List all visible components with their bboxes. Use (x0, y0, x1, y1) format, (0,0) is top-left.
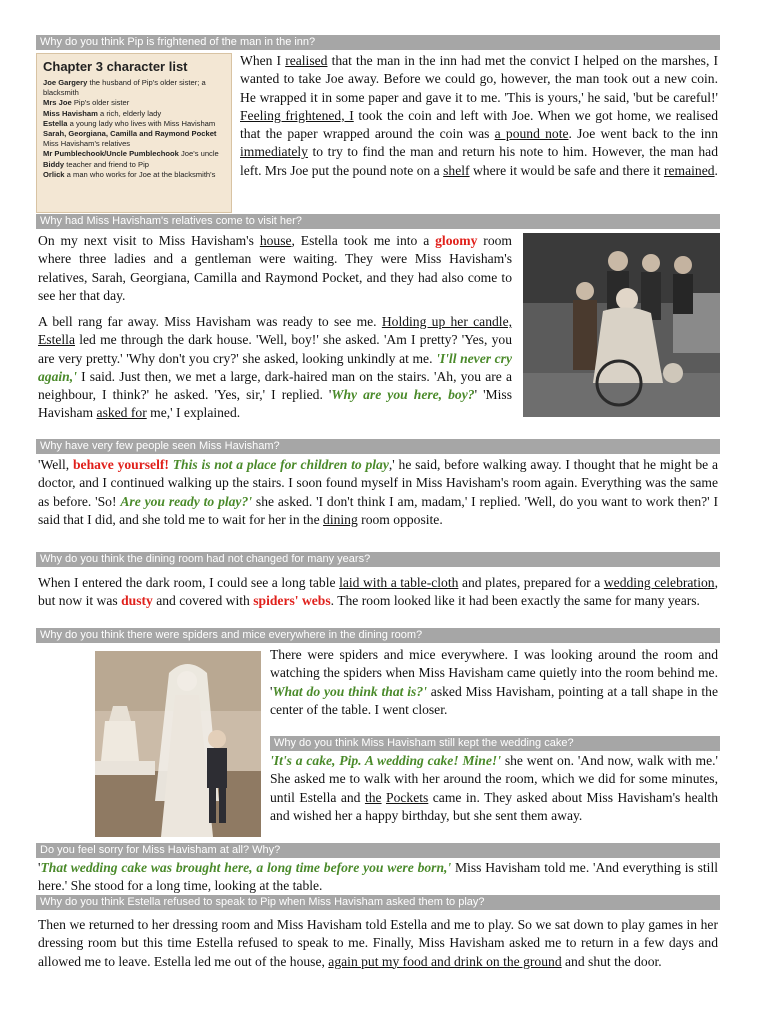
paragraph-4: 'Well, behave yourself! This is not a place for children to play,' he said, before walking away. I thought that he might be a doctor, and I continued walking up the stairs. I soon found myself in Miss Havisham's room again. Everything was the same as before. 'So! Are you ready to play?' she asked. 'I don't think I am, madam,' I replied. 'Well, do you want to work then?' I said that I did, and she told me to wait for her in the dining room opposite. (38, 457, 719, 527)
question-bar-7: Do you feel sorry for Miss Havisham at all? Why? (36, 843, 720, 858)
paragraph-5: When I entered the dark room, I could see a long table laid with a table-cloth and plates, prepared for a wedding celebration, but now it was dusty and covered with spiders' webs. The room looked like it had been exactly the same for many years. (38, 575, 718, 609)
paragraph-8: 'That wedding cake was brought here, a long time before you were born,' Miss Havisham told me. 'And everything is still here.' She stood for a long time, looking at the table. (38, 860, 718, 894)
question-bar-1: Why do you think Pip is frightened of the man in the inn? (36, 35, 720, 50)
character-list-box (36, 53, 232, 213)
question-bar-6: Why do you think Miss Havisham still kept the wedding cake? (270, 736, 720, 751)
paragraph-3: A bell rang far away. Miss Havisham was ready to see me. Holding up her candle, Estella led me through the dark house. 'Well, boy!' she asked. 'Am I pretty? 'Yes, you are very pretty.' 'Why don't you cry?' she asked, looking unkindly at me. 'I'll never cry again,' I said. Just then, we met a large, dark-haired man on the stairs. 'Ah, you are a neighbour, I think?' he asked. 'Yes, sir,' I replied. 'Why are you here, boy?' 'Miss Havisham asked for me,' I explained. (38, 314, 513, 421)
character-list-title: Chapter 3 character list (43, 59, 188, 74)
character-list-entries: Joe Gargery the husband of Pip's older sister; a blacksmith Mrs Joe Pip's older sister Miss Havisham a rich, elderly lady Estella a young lady who lives with Miss Havisham Sarah, Georgiana, Camilla and Raymond Pocket Miss Havisham's relatives Mr Pumblechook/Uncle Pumblechook Joe's uncle Biddy teacher and friend to Pip Orlick a man who works for Joe at the blacksmith's (43, 78, 219, 179)
paragraph-6: There were spiders and mice everywhere. I was looking around the room and watching the spiders when Miss Havisham came quietly into the room behind me. 'What do you think that is?' asked Miss Havisham, pointing at a tall shape in the center of the table. I went closer. (270, 647, 718, 717)
question-bar-4: Why do you think the dining room had not changed for many years? (36, 552, 720, 567)
paragraph-2: On my next visit to Miss Havisham's house, Estella took me into a gloomy room where three ladies and a gentleman were waiting. They were Miss Havisham's relatives, Sarah, Georgiana, Camilla and Raymond Pocket, and they had also come to see her that day. (38, 233, 512, 303)
question-bar-8: Why do you think Estella refused to speak to Pip when Miss Havisham asked them to play? (36, 895, 720, 910)
wedding-cake-illustration (95, 651, 261, 837)
stage-scene-image (523, 233, 720, 417)
question-bar-5: Why do you think there were spiders and mice everywhere in the dining room? (36, 628, 720, 643)
paragraph-9: Then we returned to her dressing room and Miss Havisham told Estella and me to play. So we sat down to play games in her dressing room but this time Estella refused to speak to me. Finally, Miss Havisham asked me to return in a few days and allowed me to leave. Estella led me out of the house, again put my food and drink on the ground and shut the door. (38, 917, 718, 969)
paragraph-7: 'It's a cake, Pip. A wedding cake! Mine!' she went on. 'And now, walk with me.' She asked me to walk with her around the room, which we did for some minutes, until Estella and the Pockets came in. They asked about Miss Havisham's health and wished her a happy birthday, but she sent them away. (270, 753, 718, 823)
question-bar-3: Why have very few people seen Miss Havisham? (36, 439, 720, 454)
paragraph-1: When I realised that the man in the inn had met the convict I helped on the marshes, I wanted to take Joe away. Before we could go, however, the man took out a new coin. He wrapped it in some paper and gave it to me. 'This is yours,' he said, 'but be careful!' Feeling frightened, I took the coin and left with Joe. When we got home, we realised that the paper wrapped around the coin was a pound note. Joe went back to the inn immediately to try to find the man and return his note to him. However, the man had left. Mrs Joe put the pound note on a shelf where it would be safe and there it remained. (240, 53, 719, 178)
question-bar-2: Why had Miss Havisham's relatives come to visit her? (36, 214, 720, 229)
